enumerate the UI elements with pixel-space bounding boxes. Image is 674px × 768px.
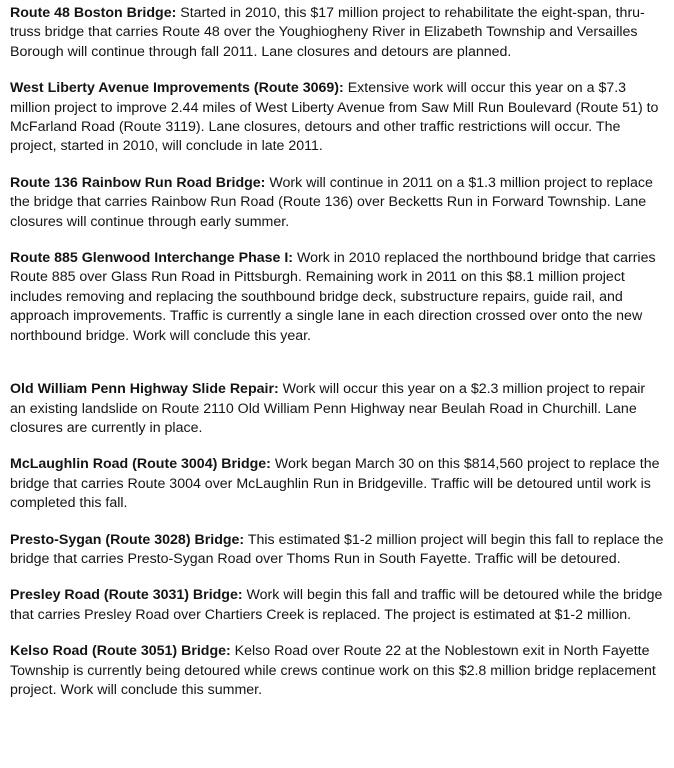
project-description: Work will continue in 2011 on a $1.3 million project to replace the bridge that carries Rainbow Run Road (Route 136) over Becketts Run in Forward Township. Lane closures will continue through early summer. xyxy=(10,174,653,230)
project-kelso-road-bridge xyxy=(10,642,664,700)
project-description: Work will begin this fall and traffic will be detoured while the bridge that carries Presley Road over Chartiers Creek is replaced. The project is estimated at $1-2 million. xyxy=(10,587,663,623)
project-list xyxy=(10,4,664,717)
project-description: Started in 2010, this $17 million project to rehabilitate the eight-span, thru-truss bridge that carries Route 48 over the Youghiogheny River in Elizabeth Township and Versailles Borough will continue through fall 2011. Lane closures and detours are planned. xyxy=(10,5,645,60)
project-title: Old William Penn Highway Slide Repair: xyxy=(10,381,279,398)
project-route-885-glenwood xyxy=(10,249,664,346)
project-title: West Liberty Avenue Improvements (Route 3069): xyxy=(10,80,344,97)
project-old-william-penn-slide xyxy=(10,380,664,438)
project-description: Kelso Road over Route 22 at the Noblestown exit in North Fayette Township is currently being detoured while crews continue work on this $2.8 million bridge replacement project. Work will conclude this summer. xyxy=(10,643,656,698)
project-route-136-rainbow-run xyxy=(10,174,664,232)
project-title: Kelso Road (Route 3051) Bridge: xyxy=(10,643,231,660)
project-title: McLaughlin Road (Route 3004) Bridge: xyxy=(10,456,271,473)
project-description: This estimated $1-2 million project will begin this fall to replace the bridge that carries Presto-Sygan Road over Thoms Run in South Fayette. Traffic will be detoured. xyxy=(10,531,664,567)
project-description: Work will occur this year on a $2.3 million project to repair an existing landslide on Route 2110 Old William Penn Highway near Beulah Road in Churchill. Lane closures are currently in place. xyxy=(10,381,646,436)
project-title: Presley Road (Route 3031) Bridge: xyxy=(10,587,243,604)
project-title: Route 136 Rainbow Run Road Bridge: xyxy=(10,174,266,191)
project-title: Presto-Sygan (Route 3028) Bridge: xyxy=(10,531,245,548)
project-title: Route 48 Boston Bridge: xyxy=(10,5,177,21)
project-west-liberty-avenue xyxy=(10,79,664,157)
project-mclaughlin-road-bridge xyxy=(10,455,664,513)
project-route-48-boston-bridge xyxy=(10,4,664,62)
project-description: Extensive work will occur this year on a $7.3 million project to improve 2.44 miles of West Liberty Avenue from Saw Mill Run Boulevard (Route 51) to McFarland Road (Route 3119). Lane closures, detours and other traffic restrictions will occur. The project, started in 2010, will conclude in late 2011. xyxy=(10,80,659,155)
project-title: Route 885 Glenwood Interchange Phase I: xyxy=(10,250,294,267)
project-description: Work in 2010 replaced the northbound bridge that carries Route 885 over Glass Run Road in Pittsburgh. Remaining work in 2011 on this $8.1 million project includes removing and replacing the southbound bridge deck, substructure repairs, guide rail, and approach improvements. Traffic is currently a single lane in each direction crossed over onto the new northbound bridge. Work will conclude this year. xyxy=(10,250,656,344)
project-description: Work began March 30 on this $814,560 project to replace the bridge that carries Route 3004 over McLaughlin Run in Bridgeville. Traffic will be detoured until work is completed this fall. xyxy=(10,456,660,512)
project-presley-road-bridge xyxy=(10,586,664,625)
project-presto-sygan-bridge xyxy=(10,531,664,570)
